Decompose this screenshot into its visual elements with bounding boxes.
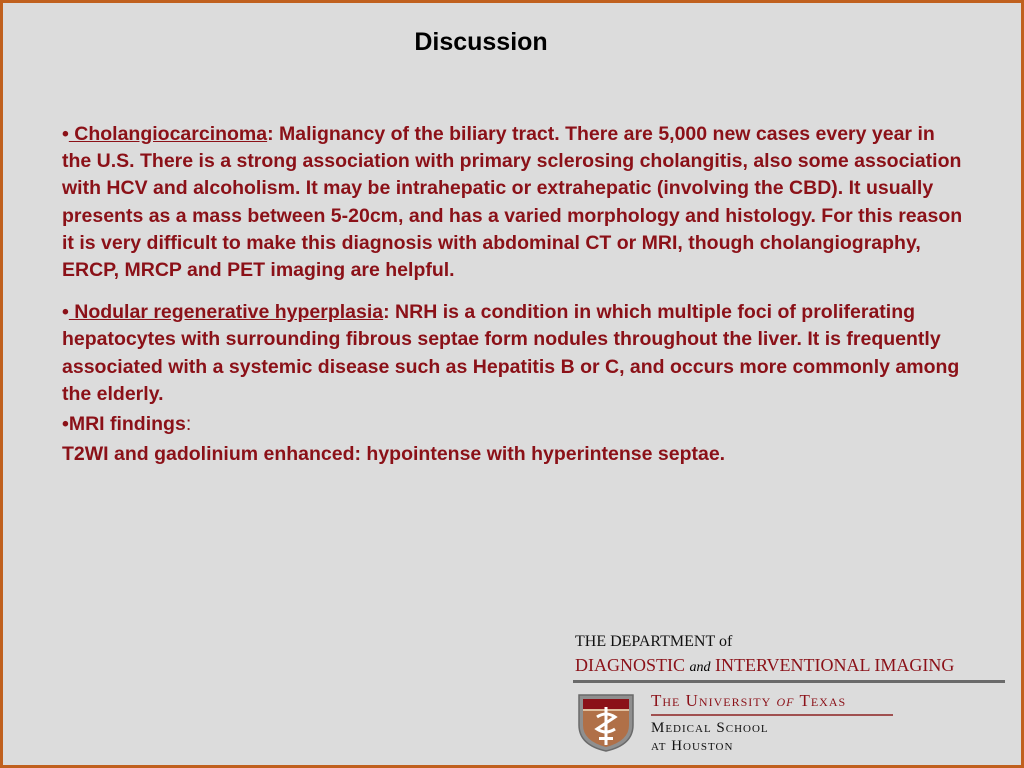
mri-label: •MRI findings [62, 413, 186, 436]
dept-line2 [575, 655, 954, 676]
dept-interventional: INTERVENTIONAL IMAGING [715, 655, 955, 675]
slide-body [62, 121, 967, 468]
university-rule [651, 714, 893, 716]
bullet-marker: • [62, 123, 69, 145]
dept-line1: THE DEPARTMENT of [575, 633, 733, 650]
mri-findings-heading [62, 411, 967, 438]
university-name-b: Texas [799, 691, 847, 710]
mri-findings-text: T2WI and gadolinium enhanced: hypointense with hyperintense septae. [62, 443, 726, 466]
bullet-text: : NRH is a condition in which multiple foci of proliferating hepatocytes with surrounding fibrous septae form nodules throughout the liver. It is frequently associated with a systemic disease such as Hepatitis B or C, and occurs more commonly among the elderly. [62, 301, 960, 405]
university-seal-icon [575, 691, 637, 753]
bullet-text: : Malignancy of the biliary tract. There are 5,000 new cases every year in the U.S. There is a strong association with primary sclerosing cholangitis, also some association with HCV and alcoholism. It may be intrahepatic or extrahepatic (involving the CBD). It usually presents as a mass between 5-20cm, and has a varied morphology and histology. For this reason it is very difficult to make this diagnosis with abdominal CT or MRI, though cholangiography, ERCP, MRCP and PET imaging are helpful. [62, 123, 963, 282]
university-name-of: of [776, 691, 795, 710]
bullet-marker: • [62, 301, 69, 324]
university-name-a: The University [651, 691, 772, 710]
at-houston: at Houston [651, 738, 734, 754]
university-name [651, 691, 846, 711]
bullet-nrh [62, 299, 967, 408]
dept-diagnostic: DIAGNOSTIC [575, 655, 685, 675]
divider-rule [573, 680, 1005, 683]
mri-colon: : [185, 413, 192, 436]
department-logo [573, 631, 1013, 761]
term-cholangiocarcinoma: Cholangiocarcinoma [68, 123, 268, 145]
dept-and: and [689, 660, 711, 675]
slide-title: Discussion [414, 28, 548, 56]
medical-school: Medical School [651, 720, 769, 736]
bullet-cholangiocarcinoma [62, 121, 967, 284]
term-nrh: Nodular regenerative hyperplasia [68, 301, 384, 324]
